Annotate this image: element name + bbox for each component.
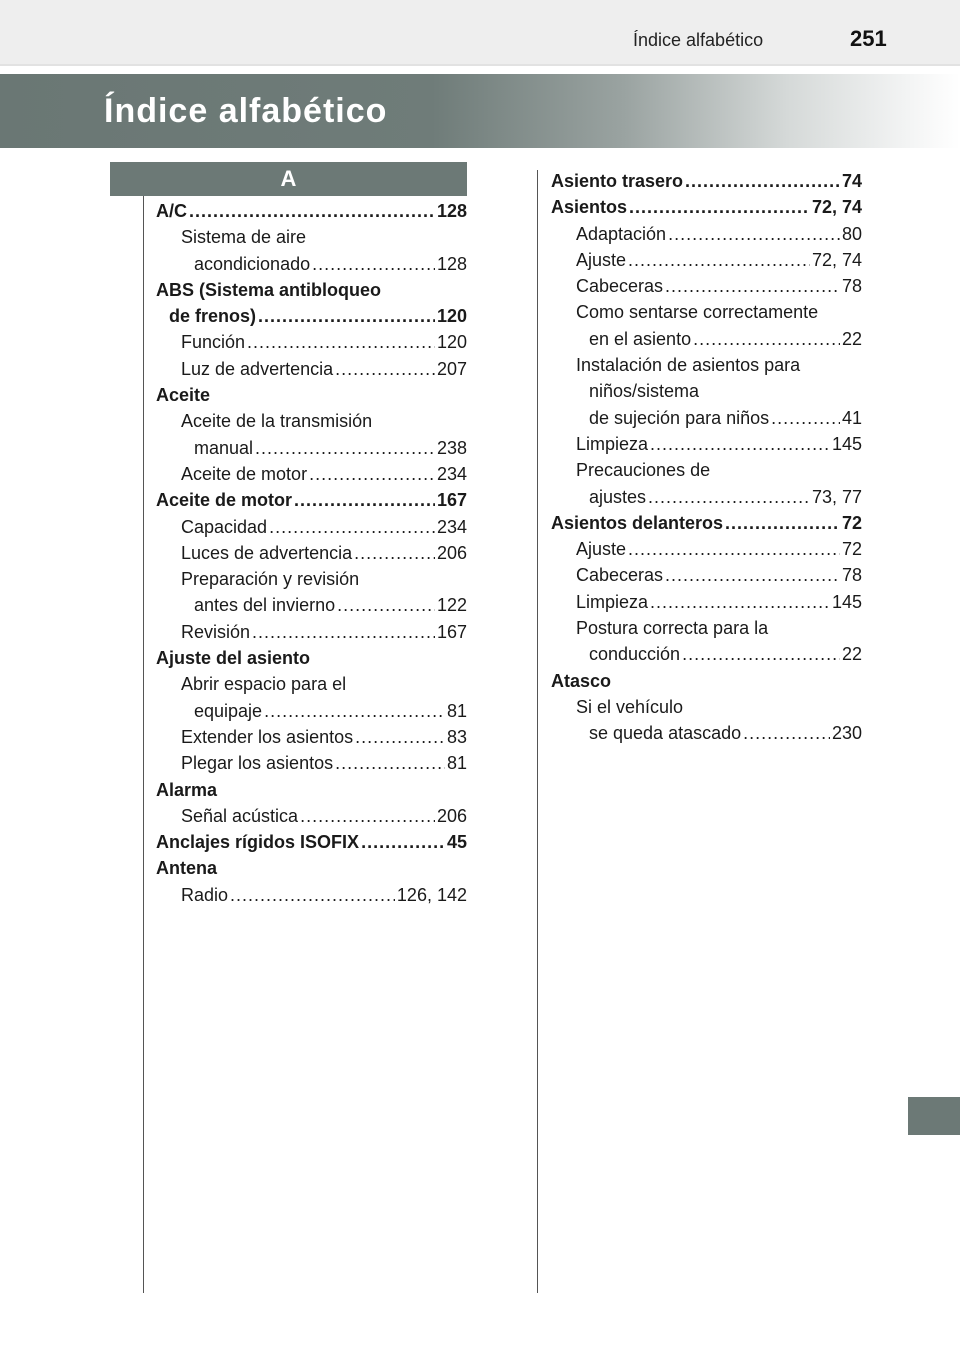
index-entry-page: 238 [436,437,467,458]
index-entry-page: 207 [436,358,467,379]
index-entry-page: 167 [436,490,467,511]
column-divider-right [537,170,538,1293]
index-entry [156,750,467,776]
index-entry-text: Señal acústica [181,805,299,826]
index-entry [551,668,862,694]
index-entry [551,405,862,431]
dot-leader [629,194,810,220]
dot-leader [628,536,840,562]
index-entry [551,641,862,667]
index-entry [156,882,467,908]
index-entry-page: 122 [436,595,467,616]
index-entry [156,329,467,355]
index-entry-page: 72, 74 [811,249,862,270]
index-entry-text: Plegar los asientos [181,753,334,774]
index-entry-text: Limpieza [576,591,649,612]
letter-section-header: A [110,162,467,196]
dot-leader [269,514,435,540]
index-entry-text: ABS (Sistema antibloqueo [156,279,382,300]
index-entry-text: antes del invierno [194,595,336,616]
index-entry [156,803,467,829]
dot-leader [355,724,445,750]
dot-leader [665,273,840,299]
dot-leader [335,750,445,776]
index-entry-text: equipaje [194,700,263,721]
index-entry-text: Aceite de motor [156,490,293,511]
index-entry [156,592,467,618]
index-entry-page: 126, 142 [396,884,467,905]
index-entry [551,326,862,352]
index-entry-page: 74 [841,171,862,191]
dot-leader [743,720,830,746]
index-entry-text: Como sentarse correctamente [576,302,819,323]
index-entry-text: Antena [156,858,218,879]
index-entry-text: Ajuste del asiento [156,648,311,669]
index-entry-page: 128 [436,201,467,221]
index-entry [551,194,862,220]
dot-leader [189,198,435,224]
index-entry [551,168,862,194]
index-entry-page: 167 [436,621,467,642]
index-entry-text: Ajuste [576,249,627,270]
index-entry-text: Instalación de asientos para [576,355,801,376]
index-entry [156,724,467,750]
index-entry-text: ajustes [589,486,647,507]
index-column-left [156,198,467,908]
dot-leader [294,487,435,513]
column-divider-left [143,196,144,1293]
index-entry-text: Luz de advertencia [181,358,334,379]
index-entry-page: 72 [841,539,862,560]
index-entry [551,221,862,247]
page-number: 251 [850,26,887,51]
title-band [0,74,960,148]
dot-leader [628,247,810,273]
index-entry-page: 45 [446,832,467,853]
index-entry [156,645,467,671]
index-entry [551,457,862,483]
index-entry [156,277,467,303]
dot-leader [337,592,435,618]
index-entry-page: 72 [841,512,862,533]
index-entry [156,855,467,881]
index-entry-text: de frenos) [169,306,257,327]
index-entry-text: en el asiento [589,328,692,349]
index-entry-text: de sujeción para niños [589,407,770,428]
index-entry-text: Adaptación [576,223,667,244]
index-entry-text: manual [194,437,254,458]
index-entry-text: Radio [181,884,229,905]
index-entry [551,352,862,378]
dot-leader [258,303,435,329]
index-entry [156,514,467,540]
index-entry-page: 234 [436,463,467,484]
index-entry-text: Abrir espacio para el [181,674,347,695]
dot-leader [300,803,435,829]
dot-leader [255,435,435,461]
index-entry-page: 81 [446,700,467,721]
index-entry-page: 145 [831,433,862,454]
index-entry-page: 80 [841,223,862,244]
index-entry-text: Precauciones de [576,460,711,481]
index-entry-page: 234 [436,516,467,537]
section-tab [908,1097,960,1135]
index-entry-text: Si el vehículo [576,696,684,717]
index-entry [551,720,862,746]
index-entry [551,536,862,562]
index-entry-page: 206 [436,805,467,826]
dot-leader [252,619,435,645]
index-entry-page: 83 [446,726,467,747]
index-entry [156,671,467,697]
index-entry-page: 73, 77 [811,486,862,507]
index-entry [551,247,862,273]
index-entry-text: Postura correcta para la [576,618,769,639]
index-entry-text: Asientos [551,197,628,218]
index-entry-text: Cabeceras [576,276,664,297]
index-entry-text: Cabeceras [576,565,664,586]
dot-leader [682,641,840,667]
dot-leader [665,562,840,588]
index-column-right [551,168,862,747]
index-entry-page: 81 [446,753,467,774]
index-entry-text: Asientos delanteros [551,512,724,533]
index-entry-text: Revisión [181,621,251,642]
index-entry [156,777,467,803]
index-entry [156,382,467,408]
index-entry-text: Función [181,332,246,353]
index-entry-text: Preparación y revisión [181,569,360,590]
index-entry-page: 120 [436,306,467,327]
index-entry-page: 78 [841,565,862,586]
index-entry [156,251,467,277]
index-entry [156,408,467,434]
index-entry-text: A/C [156,201,187,221]
index-entry-page: 78 [841,276,862,297]
index-entry-text: Capacidad [181,516,268,537]
index-entry [551,299,862,325]
index-entry-text: Luces de advertencia [181,542,353,563]
dot-leader [771,405,840,431]
dot-leader [650,589,830,615]
dot-leader [312,251,435,277]
dot-leader [648,484,810,510]
index-entry-page: 22 [841,644,862,665]
index-entry-text: Extender los asientos [181,726,354,747]
index-entry-page: 41 [841,407,862,428]
index-entry-text: Asiento trasero [551,171,684,191]
dot-leader [693,326,840,352]
index-entry-text: Sistema de aire [181,227,307,248]
index-entry [551,273,862,299]
dot-leader [264,698,445,724]
index-entry-text: conducción [589,644,681,665]
index-entry [156,435,467,461]
index-entry-text: Atasco [551,670,612,691]
index-entry [156,619,467,645]
index-entry [156,356,467,382]
page-header [0,0,960,66]
dot-leader [361,829,445,855]
dot-leader [668,221,840,247]
index-entry [156,698,467,724]
running-title: Índice alfabético [633,30,764,50]
index-entry [156,487,467,513]
index-entry-page: 128 [436,253,467,274]
index-entry-text: Aceite de motor [181,463,308,484]
dot-leader [685,168,840,194]
page-title: Índice alfabético [104,92,388,130]
index-entry-page: 120 [436,332,467,353]
index-entry-page: 72, 74 [811,197,862,218]
index-entry-text: Anclajes rígidos ISOFIX [156,832,360,853]
index-entry-page: 145 [831,591,862,612]
index-entry [156,198,467,224]
dot-leader [650,431,830,457]
index-entry-page: 206 [436,542,467,563]
index-entry [551,562,862,588]
index-entry [156,540,467,566]
index-entry [156,461,467,487]
index-entry-text: Ajuste [576,539,627,560]
index-entry [551,589,862,615]
index-entry [551,484,862,510]
dot-leader [230,882,395,908]
index-entry-text: Aceite [156,385,211,406]
index-entry [156,829,467,855]
index-entry-text: acondicionado [194,253,311,274]
index-entry-text: Alarma [156,779,218,800]
dot-leader [335,356,435,382]
index-entry [551,431,862,457]
index-entry [551,615,862,641]
dot-leader [354,540,435,566]
index-entry [156,224,467,250]
index-entry-page: 22 [841,328,862,349]
dot-leader [725,510,840,536]
index-entry [551,378,862,404]
index-entry-text: Aceite de la transmisión [181,411,373,432]
dot-leader [247,329,435,355]
index-entry-page: 230 [831,723,862,744]
index-entry [551,510,862,536]
index-entry-text: Limpieza [576,433,649,454]
index-entry [156,566,467,592]
index-entry [551,694,862,720]
index-entry-text: se queda atascado [589,723,742,744]
index-entry [156,303,467,329]
dot-leader [309,461,435,487]
index-entry-text: niños/sistema [589,381,700,402]
